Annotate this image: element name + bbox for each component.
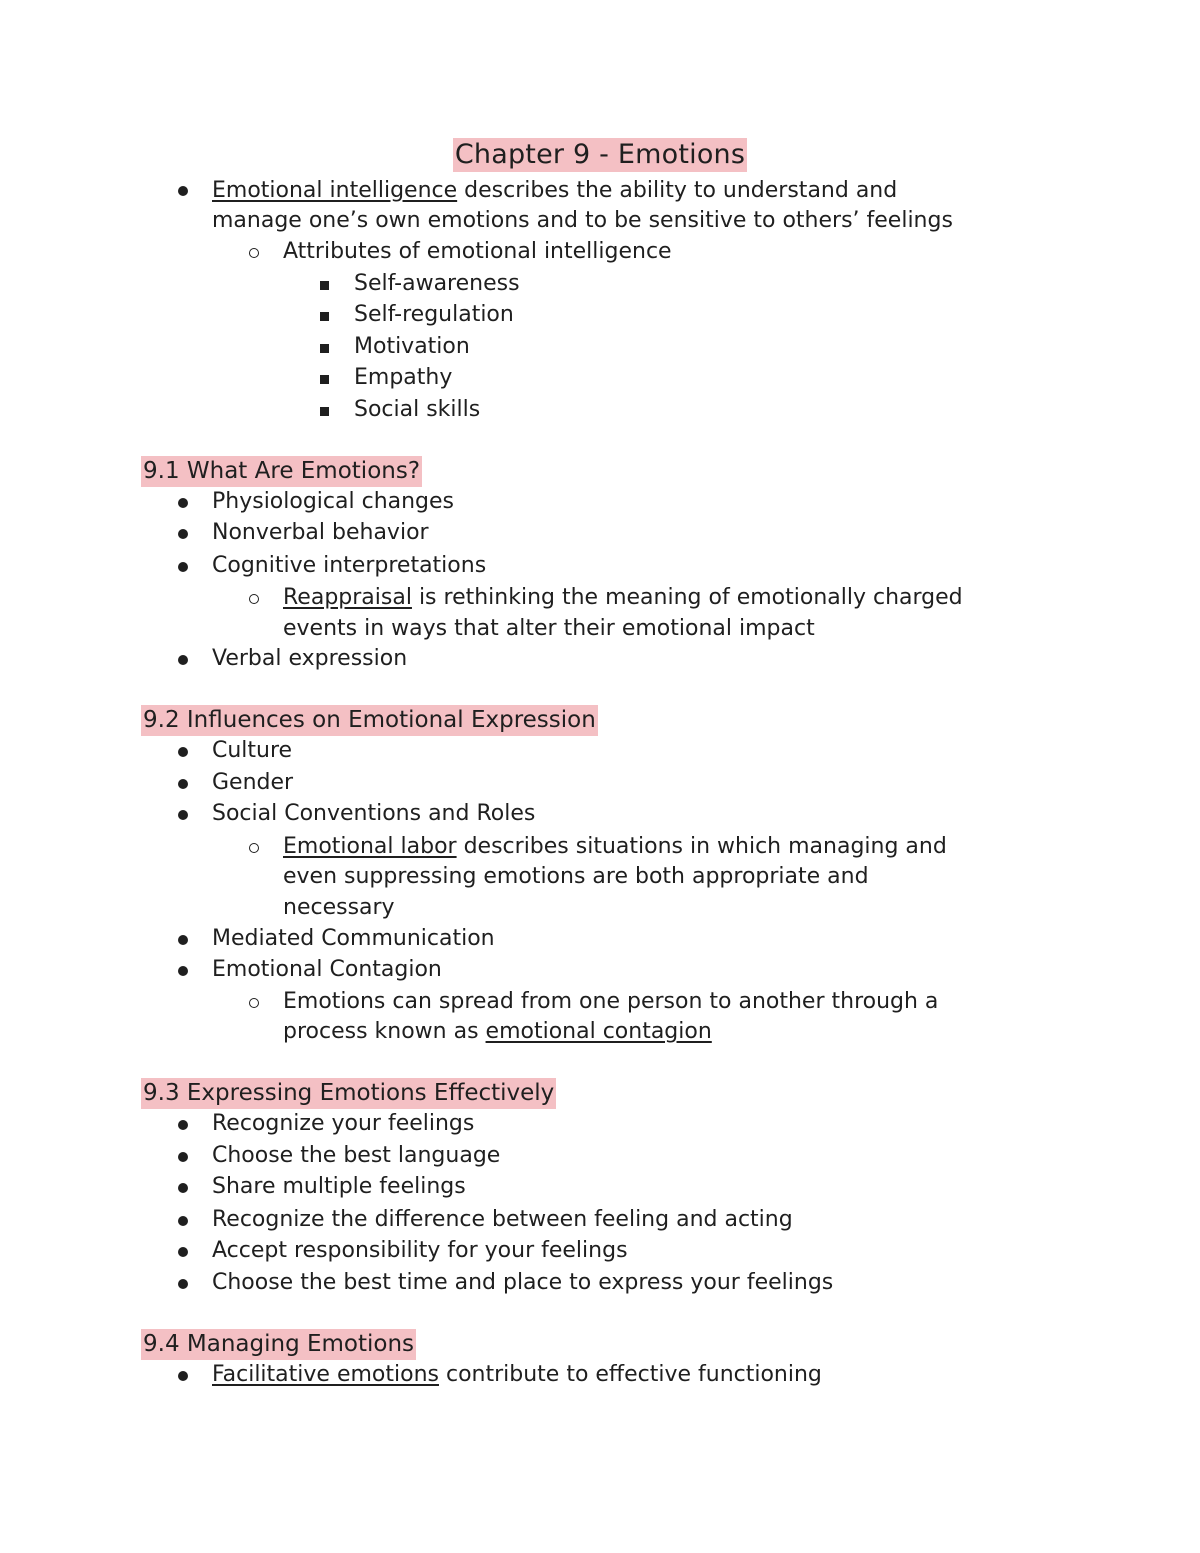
list-item: Nonverbal behavior — [212, 520, 429, 545]
list-item: Gender — [212, 770, 294, 795]
list-item: Emotional Contagion — [212, 957, 442, 982]
list-item: Verbal expression — [212, 646, 408, 671]
list-item: Social Conventions and Roles — [212, 801, 536, 826]
bullet-square — [320, 375, 329, 384]
bullet-disc — [178, 529, 188, 539]
list-item: Physiological changes — [212, 489, 455, 514]
labor-line-3: necessary — [283, 895, 395, 920]
bullet-disc — [178, 1152, 188, 1162]
section-heading-9-1: 9.1 What Are Emotions? — [141, 456, 422, 487]
term-reappraisal: Reappraisal — [283, 585, 412, 610]
intro-line-2: manage one’s own emotions and to be sensitive to others’ feelings — [212, 208, 953, 233]
list-item: Cognitive interpretations — [212, 553, 487, 578]
attributes-heading: Attributes of emotional intelligence — [283, 239, 672, 264]
list-item: Recognize the difference between feeling and acting — [212, 1207, 793, 1232]
contagion-line-1: Emotions can spread from one person to another through a — [283, 989, 939, 1014]
attribute-item: Empathy — [354, 365, 453, 390]
bullet-disc — [178, 1120, 188, 1130]
bullet-circle — [249, 248, 259, 258]
intro-line-1: Emotional intelligence describes the ability to understand and — [212, 178, 898, 203]
page-title: Chapter 9 - Emotions — [454, 139, 746, 170]
bullet-circle — [249, 998, 259, 1008]
bullet-disc — [178, 966, 188, 976]
list-item: Mediated Communication — [212, 926, 495, 951]
attribute-item: Social skills — [354, 397, 481, 422]
bullet-disc — [178, 1183, 188, 1193]
bullet-square — [320, 281, 329, 290]
list-item: Culture — [212, 738, 293, 763]
bullet-disc — [178, 655, 188, 665]
reappraisal-line-1: Reappraisal is rethinking the meaning of emotionally charged — [283, 585, 963, 610]
attribute-item: Self-awareness — [354, 271, 520, 296]
term-facilitative-emotions: Facilitative emotions — [212, 1362, 439, 1387]
list-item: Share multiple feelings — [212, 1174, 466, 1199]
labor-line-1: Emotional labor describes situations in which managing and — [283, 834, 947, 859]
list-item: Choose the best time and place to express your feelings — [212, 1270, 834, 1295]
bullet-disc — [178, 747, 188, 757]
bullet-disc — [178, 562, 188, 572]
term-emotional-labor: Emotional labor — [283, 834, 457, 859]
bullet-square — [320, 344, 329, 353]
contagion-line-2: process known as emotional contagion — [283, 1019, 712, 1044]
bullet-square — [320, 312, 329, 321]
bullet-circle — [249, 594, 259, 604]
bullet-disc — [178, 186, 188, 196]
bullet-disc — [178, 1279, 188, 1289]
bullet-disc — [178, 498, 188, 508]
bullet-disc — [178, 935, 188, 945]
bullet-disc — [178, 810, 188, 820]
section-heading-9-2: 9.2 Influences on Emotional Expression — [141, 705, 598, 736]
bullet-disc — [178, 1216, 188, 1226]
labor-line-2: even suppressing emotions are both appropriate and — [283, 864, 869, 889]
bullet-disc — [178, 1371, 188, 1381]
attribute-item: Motivation — [354, 334, 470, 359]
bullet-disc — [178, 1247, 188, 1257]
bullet-square — [320, 407, 329, 416]
bullet-disc — [178, 779, 188, 789]
reappraisal-line-2: events in ways that alter their emotional impact — [283, 616, 815, 641]
term-emotional-intelligence: Emotional intelligence — [212, 178, 458, 203]
attribute-item: Self-regulation — [354, 302, 514, 327]
list-item: Accept responsibility for your feelings — [212, 1238, 628, 1263]
bullet-circle — [249, 843, 259, 853]
section-heading-9-4: 9.4 Managing Emotions — [141, 1329, 416, 1360]
term-emotional-contagion: emotional contagion — [485, 1019, 712, 1044]
list-item: Recognize your feelings — [212, 1111, 475, 1136]
facilitative-line: Facilitative emotions contribute to effective functioning — [212, 1362, 822, 1387]
list-item: Choose the best language — [212, 1143, 501, 1168]
section-heading-9-3: 9.3 Expressing Emotions Effectively — [141, 1078, 556, 1109]
